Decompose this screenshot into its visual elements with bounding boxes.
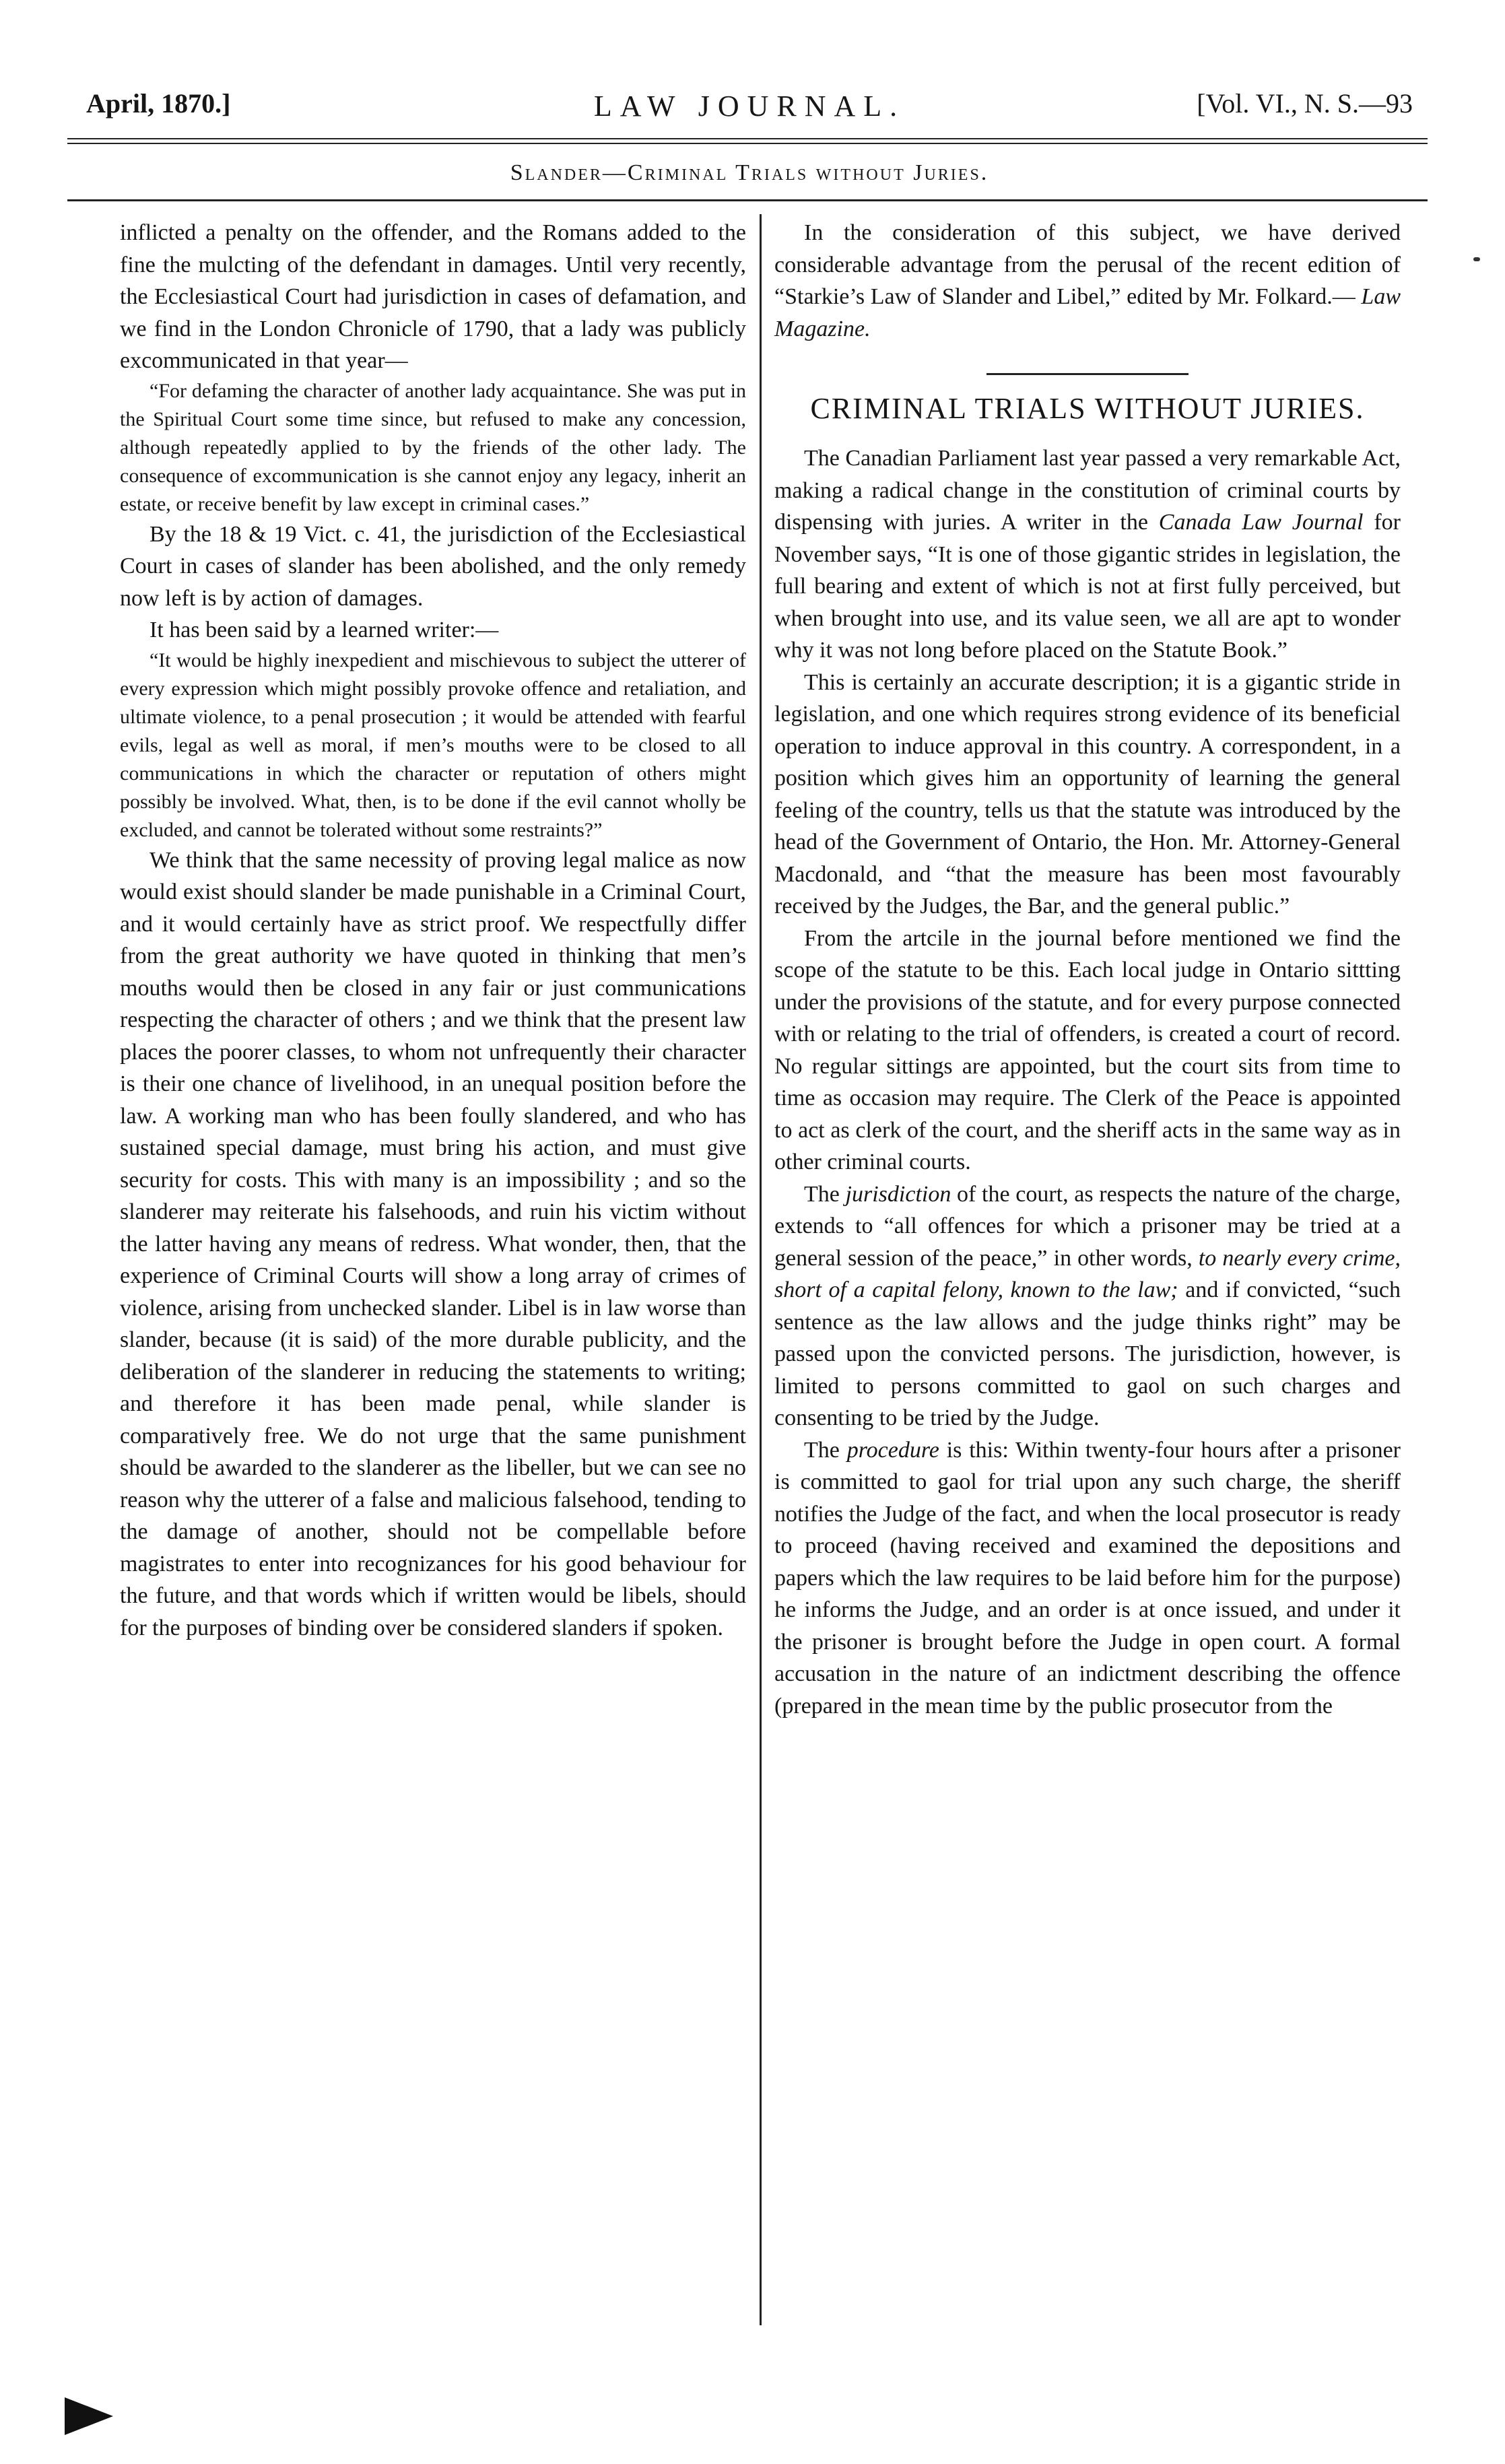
italic-text: procedure bbox=[846, 1437, 939, 1463]
paragraph bbox=[774, 1178, 1401, 1434]
scan-arrow-mark bbox=[65, 2397, 113, 2435]
paragraph: inflicted a penalty on the offender, and the Romans added to the fine the mulcting of the defendant in damages. Until very recently, the Ecclesiastical Court had jurisdiction in cases of defamation, and we find in the London Chronicle of 1790, that a lady was publicly excommunicated in that year— bbox=[120, 220, 746, 373]
source-citation: Law Magazine. bbox=[774, 284, 1401, 341]
paragraph: By the 18 & 19 Vict. c. 41, the jurisdiction of the Ecclesiastical Court in cases of slander has been abolished, and the only remedy now left is by action of damages. bbox=[120, 521, 746, 611]
paragraph-text: In the consideration of this subject, we have derived considerable advantage from the perusal of the recent edition of “Starkie’s Law of Slander and Libel,” edited by Mr. Folkard.— bbox=[774, 220, 1401, 309]
paragraph-text: The bbox=[804, 1437, 847, 1463]
paragraph: This is certainly an accurate description; it is a gigantic stride in legislation, and one which requires strong evidence of its beneficial operation to induce approval in this country. A correspondent, in a position which gives him an opportunity of learning the general feeling of the country, tells us that the statute was introduced by the head of the Government of Ontario, the Hon. Mr. Attorney-General Macdonald, and “that the measure has been most favourably received by the Judges, the Bar, and the general public.” bbox=[774, 669, 1401, 919]
paragraph-text: of the court, as respects the nature of the charge, extends to “all offences for which a prisoner may be tried at a general session of the peace,” in other words, bbox=[774, 1181, 1401, 1271]
article-title: CRIMINAL TRIALS WITHOUT JURIES. bbox=[810, 392, 1365, 425]
right-column bbox=[774, 217, 1401, 1722]
left-column bbox=[120, 217, 746, 1644]
paragraph-text: for November says, “It is one of those gigantic strides in legislation, the full bearing and extent of which is not at first fully perceived, but when brought into use, and its value seen, we all are apt to wonder why it was not long before placed on the Statute Book.” bbox=[774, 510, 1401, 663]
italic-text: to nearly every crime, short of a capital felony, known to the law; bbox=[774, 1245, 1401, 1302]
italic-text: jurisdiction bbox=[845, 1181, 951, 1207]
section-rule bbox=[67, 199, 1428, 201]
paragraph: We think that the same necessity of proving legal malice as now would exist should slander be made punishable in a Criminal Court, and it would certainly have as strict proof. We respectfully differ from the great authority we have quoted in thinking that men’s mouths would then be closed in any fair or just communications respecting the character of others ; and we think that the present law places the poorer classes, to whom not unfrequently their character is their one chance of livelihood, in an unequal position before the law. A working man who has been foully slandered, and who has sustained special damage, must bring his action, and must give security for costs. This with many is an impossibility ; and so the slanderer may reiterate his falsehoods, and ruin his victim without the latter having any means of redress. What wonder, then, that the experience of Criminal Courts will show a long array of crimes of violence, arising from unchecked slander. Libel is in law worse than slander, because (it is said) of the more durable publicity, and the deliberation of the slanderer in reducing the statements to writing; and therefore it has been made penal, while slander is comparatively free. We do not urge that the same punishment should be awarded to the slanderer as the libeller, but we can see no reason why the utterer of a false and malicious falsehood, tending to the damage of another, should not be compellable before magistrates to enter into recognizances for his good behaviour for the future, and that words which if written would be libels, should for the purposes of binding over be considered slanders if spoken. bbox=[120, 847, 746, 1640]
journal-title: LAW JOURNAL. bbox=[593, 90, 906, 123]
paragraph-text: and if convicted, “such sentence as the law allows and the judge thinks right” may be passed upon the convicted persons. The jurisdiction, however, is limited to persons committed to gaol on such charges and consenting to be tried by the Judge. bbox=[774, 1277, 1401, 1430]
section-title: Slander—Criminal Trials without Juries. bbox=[510, 160, 989, 185]
paragraph-text: The Canadian Parliament last year passed a very remarkable Act, making a radical change in the constitution of criminal courts by dispensing with juries. A writer in the bbox=[774, 446, 1401, 535]
paragraph: It has been said by a learned writer:— bbox=[149, 618, 499, 642]
scan-mark bbox=[1473, 257, 1480, 261]
issue-date: April, 1870.] bbox=[86, 88, 231, 119]
article-separator bbox=[986, 373, 1189, 375]
volume-page: [Vol. VI., N. S.—93 bbox=[1197, 88, 1413, 119]
paragraph: From the artcile in the journal before mentioned we find the scope of the statute to be this. Each local judge in Ontario sittting under the provisions of the statute, and for every purpose connected with or relating to the trial of offenders, is created a court of record. No regular sittings are appointed, but the court sits from time to time as occasion may require. The Clerk of the Peace is appointed to act as clerk of the court, and the sheriff acts in the same way as in other criminal courts. bbox=[774, 925, 1401, 1174]
paragraph bbox=[774, 1434, 1401, 1723]
block-quote: “It would be highly inexpedient and mischievous to subject the utterer of every expression which might possibly provoke offence and retaliation, and ultimate violence, to a penal prosecution ; it would be attended with fearful evils, legal as well as moral, if men’s mouths were to be closed to all communications in which the character or reputation of others might possibly be involved. What, then, is to be done if the evil cannot wholly be excluded, and cannot be tolerated without some restraints?” bbox=[120, 648, 746, 841]
column-divider bbox=[760, 214, 762, 2325]
paragraph-text: The bbox=[804, 1181, 846, 1207]
paragraph bbox=[774, 217, 1401, 345]
italic-text: Canada Law Journal bbox=[1158, 510, 1364, 535]
paragraph-text: is this: Within twenty-four hours after a prisoner is committed to gaol for trial upon any such charge, the sheriff notifies the Judge of the fact, and when the local prosecutor is ready to proceed (having received and examined the depositions and papers which the law requires to be laid before him for the purpose) he informs the Judge, and an order is at once issued, and under it the prisoner is brought before the Judge in open court. A formal accusation in the nature of an indictment describing the offence (prepared in the mean time by the public prosecutor from the bbox=[774, 1437, 1401, 1719]
paragraph bbox=[774, 442, 1401, 667]
header-rule bbox=[67, 138, 1428, 144]
block-quote: “For defaming the character of another lady acquaintance. She was put in the Spiritual Court some time since, but refused to make any concession, although repeatedly applied to by the friends of the other lady. The consequence of excommunication is she cannot enjoy any legacy, inherit an estate, or receive benefit by law except in criminal cases.” bbox=[120, 379, 746, 515]
running-head bbox=[86, 88, 1413, 128]
